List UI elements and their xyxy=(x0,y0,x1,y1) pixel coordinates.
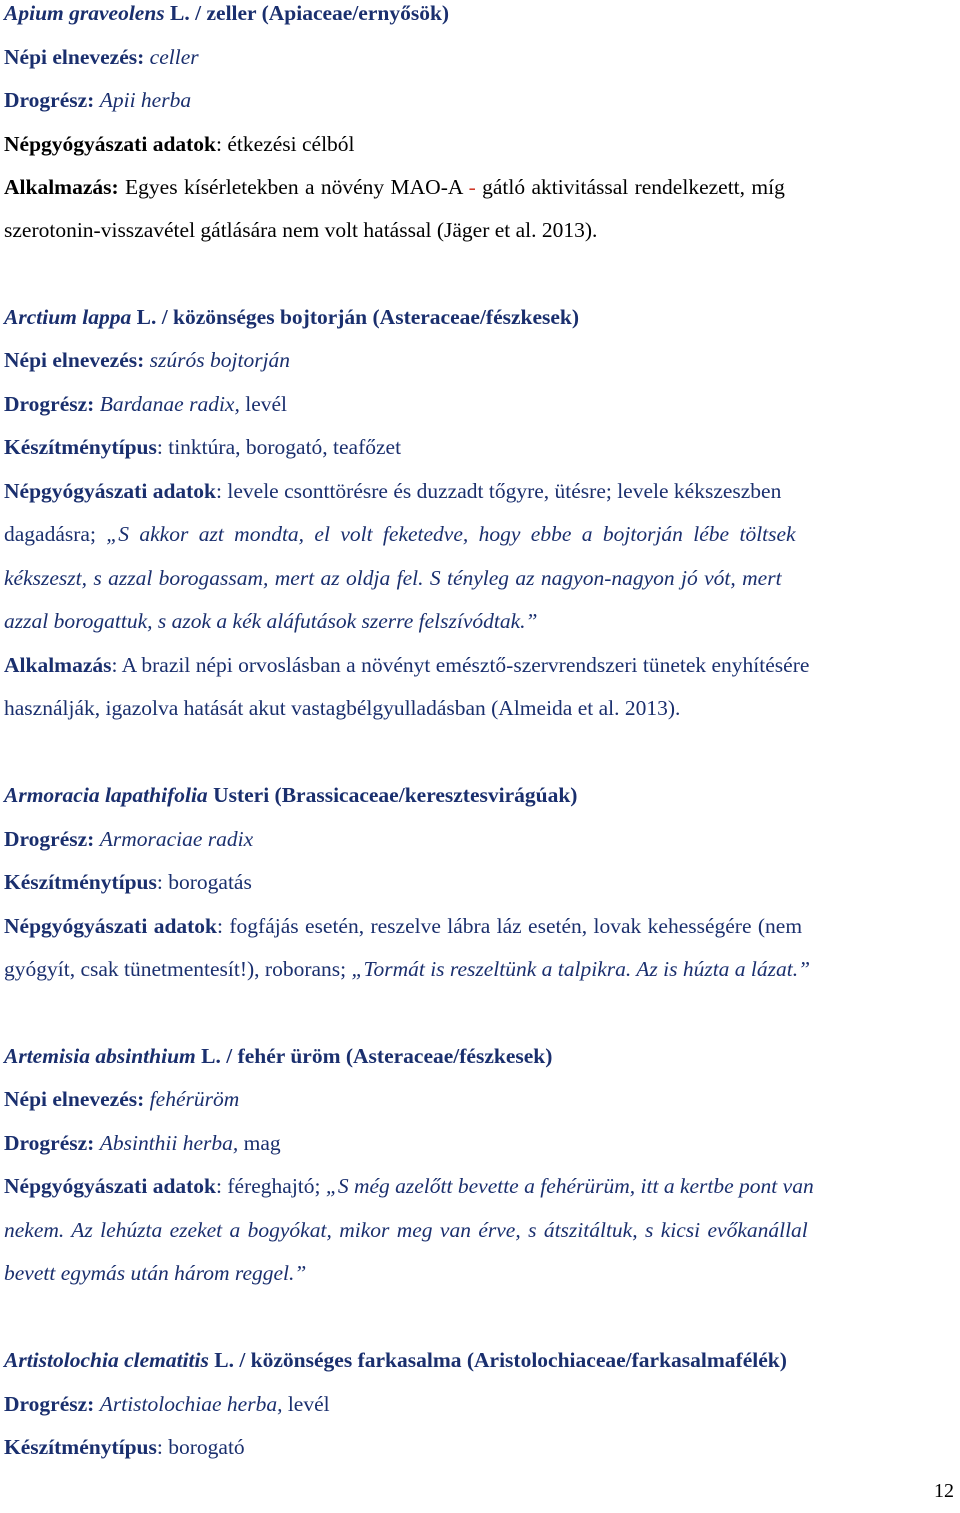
preparation-row xyxy=(4,434,956,460)
value-italic: Bardanae radix, xyxy=(99,392,240,416)
preparation-row xyxy=(4,1434,956,1460)
label: Alkalmazás xyxy=(4,653,112,677)
text: Egyes kísérletekben a növény MAO-A xyxy=(125,175,463,199)
quote: „Tormát is reszeltünk a talpikra. Az is húzta a lázat.” xyxy=(351,957,811,981)
preparation-row xyxy=(4,869,956,895)
folk-medicine-row xyxy=(4,1173,956,1199)
label: Népgyógyászati adatok xyxy=(4,914,218,938)
value: : borogatás xyxy=(156,870,252,894)
text: : A brazil népi orvoslásban a növényt emésztő-szervrendszeri tünetek enyhítésére xyxy=(111,653,810,677)
label: Készítménytípus xyxy=(4,870,157,894)
quote-line xyxy=(4,565,956,591)
quote-line xyxy=(4,1217,956,1243)
species-name: Armoracia lapathifolia xyxy=(4,783,208,807)
label: Népi elnevezés: xyxy=(4,1087,145,1111)
entry-title xyxy=(4,1347,956,1373)
value-italic: Absinthii herba, xyxy=(99,1131,239,1155)
application-row xyxy=(4,652,956,678)
label: Készítménytípus xyxy=(4,1435,157,1459)
species-name: Artistolochia clematitis xyxy=(4,1348,209,1372)
value: levél xyxy=(282,1392,330,1416)
title-rest: L. / közönséges farkasalma (Aristolochiaceae/farkasalmafélék) xyxy=(208,1348,787,1372)
label: Népgyógyászati adatok xyxy=(4,479,217,503)
quote: kékszeszt, s azzal borogassam, mert az oldja fel. S tényleg az nagyon-nagyon jó vót, mert xyxy=(4,566,782,590)
text: dagadásra; xyxy=(4,522,107,546)
value-italic: Artistolochiae herba, xyxy=(99,1392,283,1416)
quote: „S még azelőtt bevette a fehérürüm, itt a kertbe pont van xyxy=(325,1174,814,1198)
label: Drogrész: xyxy=(4,1392,95,1416)
value: : tinktúra, borogató, teafőzet xyxy=(156,435,402,459)
application-row xyxy=(4,174,956,200)
text: : levele csonttörésre és duzzadt tőgyre, ütésre; levele kékszeszben xyxy=(216,479,782,503)
drug-part-row xyxy=(4,1130,956,1156)
title-rest: Usteri (Brassicaceae/keresztesvirágúak) xyxy=(207,783,578,807)
label: Készítménytípus xyxy=(4,435,157,459)
text: szerotonin-visszavétel gátlására nem volt hatással (Jäger et al. 2013). xyxy=(4,218,598,242)
label: Népgyógyászati adatok xyxy=(4,1174,217,1198)
folk-name-row xyxy=(4,44,956,70)
application-row-cont xyxy=(4,217,956,243)
entry-title xyxy=(4,1043,956,1069)
value: levél xyxy=(239,392,288,416)
folk-medicine-row xyxy=(4,913,956,939)
label: Népi elnevezés: xyxy=(4,45,145,69)
text: gátló aktivitással rendelkezett, míg xyxy=(482,175,785,199)
title-rest: L. / fehér üröm (Asteraceae/fészkesek) xyxy=(195,1044,553,1068)
folk-name-row xyxy=(4,1086,956,1112)
quote: azzal borogattuk, s azok a kék aláfutások szerre felszívódtak.” xyxy=(4,609,538,633)
folk-medicine-row-cont xyxy=(4,956,956,982)
label: Drogrész: xyxy=(4,392,95,416)
label: Drogrész: xyxy=(4,827,95,851)
title-rest: L. / közönséges bojtorján (Asteraceae/fészkesek) xyxy=(131,305,580,329)
label: Népi elnevezés: xyxy=(4,348,145,372)
value: : étkezési célból xyxy=(216,132,355,156)
quote-line xyxy=(4,608,956,634)
value: Armoraciae radix xyxy=(99,827,254,851)
text: : fogfájás esetén, reszelve lábra láz esetén, lovak kehességére (nem xyxy=(217,914,803,938)
species-name: Arctium lappa xyxy=(4,305,132,329)
entry-title xyxy=(4,304,956,330)
folk-medicine-row xyxy=(4,478,956,504)
value: Apii herba xyxy=(99,88,192,112)
folk-name-row xyxy=(4,347,956,373)
value: mag xyxy=(238,1131,281,1155)
page-number: 12 xyxy=(934,1480,954,1502)
value: : borogató xyxy=(156,1435,245,1459)
value: szúrós bojtorján xyxy=(149,348,291,372)
drug-part-row xyxy=(4,391,956,417)
title-rest: L. / zeller (Apiaceae/ernyősök) xyxy=(164,1,450,25)
dash: - xyxy=(468,175,476,199)
text: : féreghajtó; xyxy=(216,1174,326,1198)
quote: bevett egymás után három reggel.” xyxy=(4,1261,307,1285)
label: Alkalmazás: xyxy=(4,175,119,199)
drug-part-row xyxy=(4,1391,956,1417)
quote: „S akkor azt mondta, el volt feketedve, hogy ebbe a bojtorján lébe töltsek xyxy=(106,522,796,546)
species-name: Apium graveolens xyxy=(4,1,165,25)
text: gyógyít, csak tünetmentesít!), roborans; xyxy=(4,957,352,981)
text: használják, igazolva hatását akut vastagbélgyulladásban (Almeida et al. 2013). xyxy=(4,696,681,720)
quote-line xyxy=(4,1260,956,1286)
label: Drogrész: xyxy=(4,1131,95,1155)
quote: nekem. Az lehúzta ezeket a bogyókat, mikor meg van érve, s átszitáltuk, s kicsi evőkanállal xyxy=(4,1218,808,1242)
application-row-cont xyxy=(4,695,956,721)
label: Népgyógyászati adatok xyxy=(4,132,217,156)
species-name: Artemisia absinthium xyxy=(4,1044,196,1068)
value: celler xyxy=(149,45,199,69)
value: fehérüröm xyxy=(149,1087,240,1111)
folk-medicine-row-cont xyxy=(4,521,956,547)
entry-title xyxy=(4,0,956,26)
label: Drogrész: xyxy=(4,88,95,112)
entry-title xyxy=(4,782,956,808)
folk-medicine-row xyxy=(4,131,956,157)
drug-part-row xyxy=(4,87,956,113)
drug-part-row xyxy=(4,826,956,852)
